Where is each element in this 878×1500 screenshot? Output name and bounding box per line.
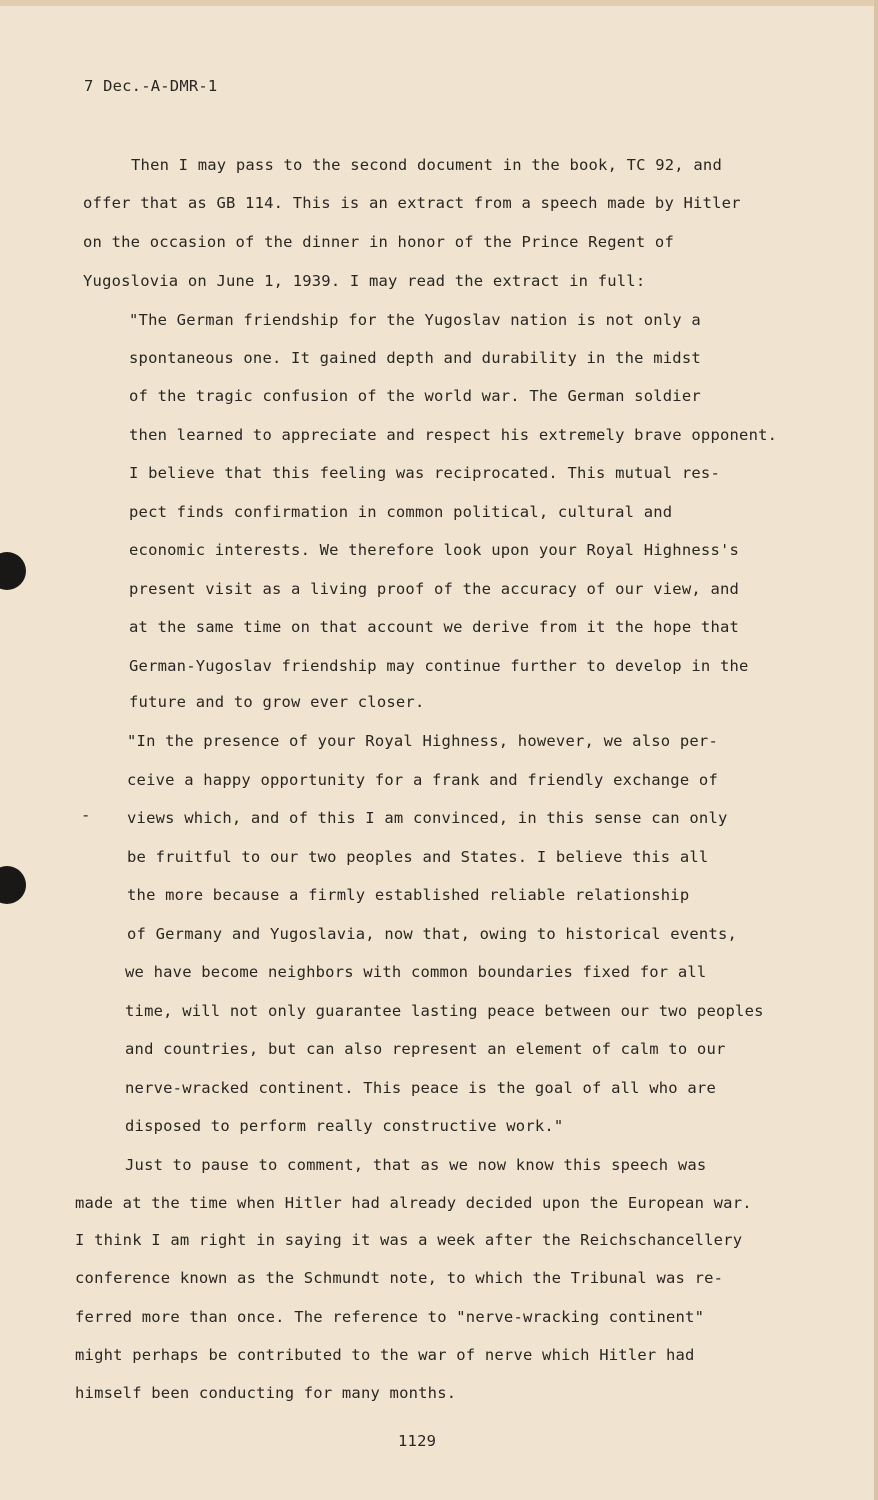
text-line: on the occasion of the dinner in honor of the Prince Regent of	[83, 233, 674, 251]
margin-dash: -	[81, 806, 91, 824]
paper-edge-right	[874, 0, 878, 1500]
quote-line: and countries, but can also represent an element of calm to our	[125, 1040, 726, 1058]
quote-line: time, will not only guarantee lasting peace between our two peoples	[125, 1002, 764, 1020]
quote-line: the more because a firmly established reliable relationship	[127, 886, 690, 904]
punch-hole-upper	[0, 552, 26, 590]
quote-line: future and to grow ever closer.	[129, 693, 425, 711]
text-line: Just to pause to comment, that as we now know this speech was	[125, 1156, 707, 1174]
text-line: might perhaps be contributed to the war of nerve which Hitler had	[75, 1346, 695, 1364]
quote-line: of Germany and Yugoslavia, now that, owing to historical events,	[127, 925, 738, 943]
document-header: 7 Dec.-A-DMR-1	[84, 77, 218, 95]
quote-line: pect finds confirmation in common political, cultural and	[129, 503, 673, 521]
quote-line: we have become neighbors with common boundaries fixed for all	[125, 963, 707, 981]
text-line: I think I am right in saying it was a week after the Reichschancellery	[75, 1231, 743, 1249]
quote-line: at the same time on that account we derive from it the hope that	[129, 618, 740, 636]
text-line: Yugoslovia on June 1, 1939. I may read the extract in full:	[83, 272, 646, 290]
quote-line: then learned to appreciate and respect his extremely brave opponent.	[129, 426, 778, 444]
paper-edge-top	[0, 0, 878, 6]
text-line: made at the time when Hitler had already decided upon the European war.	[75, 1194, 752, 1212]
text-line: offer that as GB 114. This is an extract from a speech made by Hitler	[83, 194, 741, 212]
quote-line: I believe that this feeling was reciprocated. This mutual res-	[129, 464, 720, 482]
quote-line: views which, and of this I am convinced, in this sense can only	[127, 809, 728, 827]
text-line: conference known as the Schmundt note, to which the Tribunal was re-	[75, 1269, 724, 1287]
page-number: 1129	[398, 1432, 437, 1450]
quote-line: present visit as a living proof of the accuracy of our view, and	[129, 580, 740, 598]
text-line: himself been conducting for many months.	[75, 1384, 457, 1402]
punch-hole-lower	[0, 866, 26, 904]
quote-line: "In the presence of your Royal Highness, however, we also per-	[127, 732, 718, 750]
text-line: ferred more than once. The reference to "nerve-wracking continent"	[75, 1308, 705, 1326]
quote-line: ceive a happy opportunity for a frank and friendly exchange of	[127, 771, 718, 789]
text-line: Then I may pass to the second document in the book, TC 92, and	[131, 156, 722, 174]
quote-line: German-Yugoslav friendship may continue further to develop in the	[129, 657, 749, 675]
quote-line: "The German friendship for the Yugoslav nation is not only a	[129, 311, 701, 329]
quote-line: nerve-wracked continent. This peace is the goal of all who are	[125, 1079, 716, 1097]
quote-line: economic interests. We therefore look upon your Royal Highness's	[129, 541, 740, 559]
quote-line: be fruitful to our two peoples and States. I believe this all	[127, 848, 709, 866]
quote-line: of the tragic confusion of the world war. The German soldier	[129, 387, 701, 405]
quote-line: spontaneous one. It gained depth and durability in the midst	[129, 349, 701, 367]
quote-line: disposed to perform really constructive work."	[125, 1117, 564, 1135]
